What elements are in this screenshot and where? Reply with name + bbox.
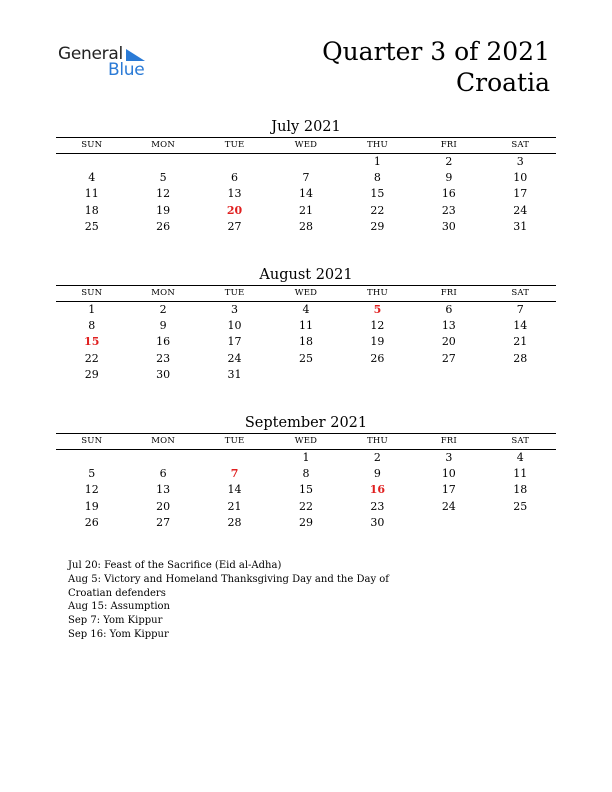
week-row [56, 219, 556, 235]
day-cell: 20 [156, 499, 171, 513]
holiday-day-cell: 15 [84, 335, 100, 349]
day-cell: 9 [373, 467, 381, 481]
day-cell: 12 [370, 319, 385, 333]
day-cell: 17 [441, 483, 456, 497]
weekday-label: SAT [511, 288, 530, 298]
weekday-label: MON [151, 140, 175, 150]
week-row [56, 450, 556, 466]
weekday-label: WED [294, 288, 318, 298]
weekday-label: SAT [511, 436, 530, 446]
day-cell: 19 [370, 335, 385, 349]
day-cell: 21 [298, 203, 313, 217]
empty-day-cell [56, 450, 127, 466]
holiday-note: Sep 16: Yom Kippur [68, 628, 169, 640]
day-cell: 30 [370, 515, 385, 529]
holiday-note: Aug 15: Assumption [68, 601, 171, 613]
weekday-label: TUE [224, 436, 245, 446]
day-cell: 6 [445, 303, 453, 316]
weekday-header-row [56, 433, 556, 450]
day-cell: 29 [370, 219, 385, 233]
holiday-day-cell: 7 [230, 467, 239, 481]
week-row [56, 318, 556, 334]
weekday-header-row [56, 137, 556, 154]
day-cell: 26 [156, 219, 171, 233]
holiday-day-cell: 20 [226, 203, 243, 217]
week-row [56, 203, 556, 219]
holiday-note: Sep 7: Yom Kippur [68, 615, 163, 627]
day-cell: 7 [516, 303, 524, 316]
title-country: Croatia [456, 68, 550, 97]
day-cell: 27 [156, 515, 171, 529]
weekday-header-row [56, 285, 556, 302]
day-cell: 12 [84, 483, 99, 497]
empty-day-cell [270, 154, 341, 170]
day-cell: 4 [302, 303, 310, 316]
page-title [322, 36, 550, 98]
weekday-label: FRI [440, 140, 457, 150]
day-cell: 5 [88, 467, 96, 481]
day-cell: 8 [302, 467, 310, 481]
weekday-label: MON [151, 436, 175, 446]
day-cell: 25 [84, 219, 99, 233]
day-cell: 16 [156, 335, 171, 349]
empty-day-cell [56, 154, 127, 170]
month-calendar-august [56, 265, 556, 383]
holiday-day-cell: 5 [373, 303, 382, 316]
day-cell: 14 [298, 187, 313, 201]
day-cell: 11 [84, 187, 99, 201]
weekday-label: THU [366, 436, 388, 446]
weekday-label: SUN [81, 140, 103, 150]
weekday-label: TUE [224, 288, 245, 298]
week-row [56, 334, 556, 350]
day-cell: 2 [373, 451, 381, 464]
day-cell: 25 [298, 351, 313, 365]
day-cell: 6 [159, 467, 167, 481]
weekday-label: THU [366, 288, 388, 298]
day-cell: 4 [88, 171, 96, 185]
weekday-label: WED [294, 140, 318, 150]
day-cell: 16 [441, 187, 456, 201]
empty-day-cell [485, 515, 556, 531]
day-cell: 29 [298, 515, 313, 529]
day-cell: 30 [156, 367, 171, 381]
empty-day-cell [127, 450, 198, 466]
day-cell: 25 [513, 499, 528, 513]
day-cell: 8 [88, 319, 96, 333]
day-cell: 18 [298, 335, 313, 349]
empty-day-cell [127, 154, 198, 170]
day-cell: 6 [231, 171, 239, 185]
week-row [56, 302, 556, 318]
day-cell: 9 [159, 319, 167, 333]
month-calendar-september [56, 413, 556, 531]
day-cell: 12 [156, 187, 171, 201]
day-cell: 21 [227, 499, 242, 513]
empty-day-cell [199, 154, 270, 170]
holiday-notes [68, 559, 418, 642]
holiday-day-cell: 16 [369, 483, 386, 497]
day-cell: 3 [445, 451, 453, 464]
empty-day-cell [342, 367, 413, 383]
day-cell: 4 [516, 451, 524, 464]
month-title: August 2021 [259, 267, 353, 283]
day-cell: 3 [516, 155, 524, 168]
weekday-label: SUN [81, 436, 103, 446]
weekday-label: SUN [81, 288, 103, 298]
day-cell: 24 [441, 499, 456, 513]
day-cell: 21 [513, 335, 528, 349]
day-cell: 13 [441, 319, 456, 333]
day-cell: 10 [227, 319, 242, 333]
day-cell: 15 [298, 483, 313, 497]
holiday-note: Jul 20: Feast of the Sacrifice (Eid al-Adha) [68, 560, 282, 571]
logo-text-blue: Blue [108, 60, 145, 80]
week-row [56, 482, 556, 498]
day-cell: 28 [513, 351, 528, 365]
day-cell: 5 [159, 171, 167, 185]
week-row [56, 499, 556, 515]
empty-day-cell [485, 367, 556, 383]
weekday-label: THU [366, 140, 388, 150]
day-cell: 19 [156, 203, 171, 217]
day-cell: 26 [84, 515, 99, 529]
day-cell: 7 [302, 171, 310, 185]
holiday-note: Aug 5: Victory and Homeland Thanksgiving Day and the Day of Croatian defenders [68, 573, 389, 599]
weekday-label: TUE [224, 140, 245, 150]
month-title: July 2021 [271, 119, 341, 135]
day-cell: 14 [513, 319, 528, 333]
day-cell: 17 [513, 187, 528, 201]
day-cell: 9 [445, 171, 453, 185]
week-row [56, 351, 556, 367]
day-cell: 23 [441, 203, 456, 217]
day-cell: 17 [227, 335, 242, 349]
empty-day-cell [270, 367, 341, 383]
weekday-label: SAT [511, 140, 530, 150]
day-cell: 10 [441, 467, 456, 481]
day-cell: 22 [298, 499, 313, 513]
day-cell: 2 [445, 155, 453, 168]
week-row [56, 154, 556, 170]
day-cell: 2 [159, 303, 167, 316]
week-row [56, 170, 556, 186]
day-cell: 1 [373, 155, 381, 168]
day-cell: 15 [370, 187, 385, 201]
day-cell: 26 [370, 351, 385, 365]
weekday-label: MON [151, 288, 175, 298]
day-cell: 23 [156, 351, 171, 365]
day-cell: 13 [227, 187, 242, 201]
day-cell: 30 [441, 219, 456, 233]
day-cell: 11 [298, 319, 313, 333]
empty-day-cell [199, 450, 270, 466]
week-row [56, 515, 556, 531]
day-cell: 27 [227, 219, 242, 233]
day-cell: 1 [88, 303, 96, 316]
day-cell: 27 [441, 351, 456, 365]
title-quarter: Quarter 3 of 2021 [322, 37, 550, 66]
day-cell: 3 [231, 303, 239, 316]
empty-day-cell [413, 367, 484, 383]
month-title: September 2021 [244, 415, 368, 431]
day-cell: 28 [227, 515, 242, 529]
day-cell: 18 [84, 203, 99, 217]
day-cell: 1 [302, 451, 310, 464]
day-cell: 14 [227, 483, 242, 497]
day-cell: 20 [441, 335, 456, 349]
day-cell: 31 [227, 367, 242, 381]
day-cell: 22 [370, 203, 385, 217]
day-cell: 11 [513, 467, 528, 481]
generalblue-logo [58, 44, 168, 84]
day-cell: 28 [298, 219, 313, 233]
day-cell: 13 [156, 483, 171, 497]
day-cell: 23 [370, 499, 385, 513]
day-cell: 8 [373, 171, 381, 185]
week-row [56, 466, 556, 482]
day-cell: 22 [84, 351, 99, 365]
weekday-label: WED [294, 436, 318, 446]
day-cell: 24 [513, 203, 528, 217]
day-cell: 29 [84, 367, 99, 381]
day-cell: 31 [513, 219, 528, 233]
day-cell: 10 [513, 171, 528, 185]
weekday-label: FRI [440, 436, 457, 446]
week-row [56, 186, 556, 202]
weekday-label: FRI [440, 288, 457, 298]
week-row [56, 367, 556, 383]
day-cell: 24 [227, 351, 242, 365]
empty-day-cell [413, 515, 484, 531]
logo-text-general: General [58, 44, 123, 64]
day-cell: 19 [84, 499, 99, 513]
day-cell: 18 [513, 483, 528, 497]
month-calendar-july [56, 117, 556, 235]
